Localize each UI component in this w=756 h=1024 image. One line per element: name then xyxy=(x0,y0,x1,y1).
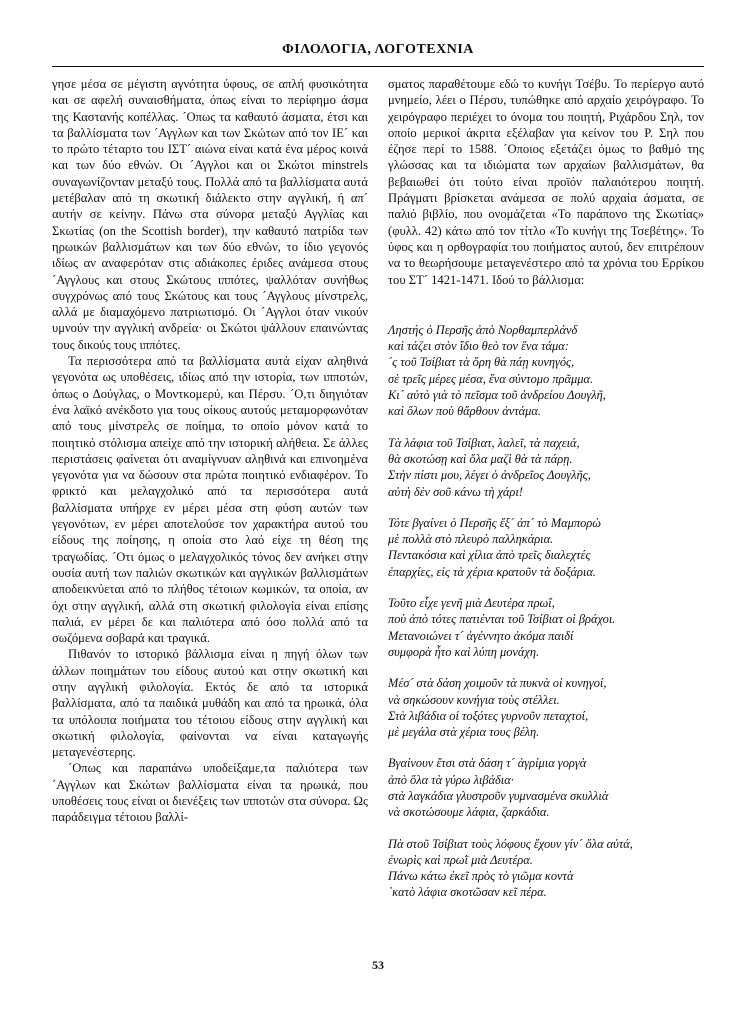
poem-line: ἐπαρχίες, εἰς τὰ χέρια κρατοῦν τὰ δοξάρια. xyxy=(388,564,596,579)
running-header: ΦΙΛΟΛΟΓΙΑ, ΛΟΓΟΤΕΧΝΙΑ xyxy=(282,42,474,57)
poem-line: σὲ τρεῖς μέρες μέσα, ἕνα σύντομο πρᾶμμα. xyxy=(388,371,594,386)
poem-stanza xyxy=(388,595,704,660)
poem-stanza xyxy=(388,322,704,420)
poem-line: Μέσ´ στὰ δάση χοιμοῦν τὰ πυκνὰ οἱ κυνηγοί, xyxy=(388,676,607,691)
poem-line: Κι´ αὐτὸ γιὰ τὸ πεῖσμα τοῦ ἀνδρείου Δουγλῆ, xyxy=(388,388,606,403)
poem-line: αὐτὴ δὲν σοῦ κάνω τὴ χάρι! xyxy=(388,484,523,499)
poem-line: συμφορὰ ἦτο καὶ λύπη μονάχη. xyxy=(388,644,540,659)
header-rule xyxy=(52,66,704,67)
right-column xyxy=(388,76,704,916)
poem-stanza xyxy=(388,675,704,740)
poem-line: Τότε βγαίνει ὁ Περσῆς ἔξ´ ἀπ´ τὸ Μαμπορὼ xyxy=(388,515,601,530)
poem-line: Πὰ στοῦ Τσίβιατ τοὺς λόφους ἔχουν γίν´ ὅλα αὐτά, xyxy=(388,836,633,851)
poem-stanza xyxy=(388,755,704,820)
ballad-poem xyxy=(388,322,704,901)
left-column xyxy=(52,76,368,826)
poem-line: καὶ ὅλων ποὺ θἄρθουν ἀντάμα. xyxy=(388,404,541,419)
poem-stanza xyxy=(388,435,704,500)
page-number: 53 xyxy=(372,958,384,972)
poem-line: Ληστής ὁ Περσῆς ἀπὸ Νορθαμπερλάνδ xyxy=(388,322,578,337)
poem-line: ᾽κατὸ λάφια σκοτῶσαν κεῖ πέρα. xyxy=(388,885,547,900)
poem-line: Μετανοιώνει τ´ ἀγέννητο ἀκόμα παιδί xyxy=(388,628,574,643)
poem-line: θὰ σκοτώσῃ καὶ ὅλα μαζὶ θὰ τὰ πάρῃ. xyxy=(388,451,573,466)
poem-line: μὲ πολλὰ στὸ πλευρὸ παλληκάρια. xyxy=(388,532,554,547)
poem-line: ποὺ ἀπὸ τότες πατιένται τοῦ Τσίβιατ οἱ βράχοι. xyxy=(388,612,616,627)
paragraph: γησε μέσα σε μέγιστη αγνότητα ύφους, σε απλή φυσικότητα και σε αφελή συναισθήματα, όπως είναι το περίφημο άσμα της Καστανής κοπέλλας. ´Οπως τα καθαυτό άσματα, έτσι και τα βαλλίσματα των ´Αγγλων και των Σκώτων από τον ΙΕ´ και το πρώτο τέταρτο του ΙΣΤ´ αιώνα είναι κατά ένα μέρος κοινά και των δύο εθνών. Οι ´Αγγλοι και οι Σκώτοι minstrels συναγωνίζονταν μεταξύ τους. Πολλά από τα βαλλίσματα αυτά μετέβαλαν από τη σκωτική διάλεκτο στην αγγλική, ή απ´ αυτήν σε κείνην. Πάνω στα σύνορα μεταξύ Αγγλίας και Σκωτίας (on the Scottish border), την καθαυτό πατρίδα των ηρωικών βαλλισμάτων και των δύο εθνών, το ίδιο γεγονός ιδίως αν αναφερόταν στις αδιάκοπες έριδες ανάμεσα στους ´Αγγλους και στους Σκώτους ιππότες, ψαλλόταν συνήθως συγχρόνως από τους Σκώτους και τους ´Αγγλους μίνστρελς, αλλά με διαμαχόμενο πατριωτισμό. Οι ´Αγγλοι όταν νικούν υμνούν την αγγλική ανδρεία· οι Σκώτοι ψάλλουν επαινώντας τους δικούς τους ιππότες. xyxy=(52,77,368,352)
poem-line: νὰ σηκώσουν κυνήγια τοὺς στέλλει. xyxy=(388,692,560,707)
poem-line: μὲ μεγάλα στὰ χέρια τους βέλη. xyxy=(388,725,540,740)
poem-line: Πεντακόσια καὶ χίλια ἀπὸ τρεῖς διαλεχτές xyxy=(388,548,591,563)
poem-line: Πάνω κάτω ἐκεῖ πρὸς τὸ γιῶμα κοντὰ xyxy=(388,869,574,884)
poem-line: Τοῦτο εἶχε γενῆ μιὰ Δευτέρα πρωΐ, xyxy=(388,596,555,611)
poem-line: Βγαίνουν ἔτσι στὰ δάση τ´ ἀγρίμια γοργὰ xyxy=(388,756,587,771)
poem-line: στὰ λαγκάδια γλυστροῦν γυμνασμένα σκυλλιὰ xyxy=(388,788,609,803)
paragraph: Πιθανόν το ιστορικό βάλλισμα είναι η πηγή όλων των άλλων ποιημάτων του είδους αυτού και στην σκωτική και στην αγγλική φιλολογία. Εκτός δε από τα ιστορικά βαλλίσματα, από τα παιδικά μυθάδη και από τα ηρωικά, όλα τα υπόλοιπα ποιήματα του τέτοιου είδους στην αγγλική και σκωτική φιλολογία, φαίνονται να είναι καταγωγής μεταγενέστερης. xyxy=(52,647,368,760)
poem-line: ἐνωρὶς καὶ πρωῒ μιὰ Δευτέρα. xyxy=(388,852,533,867)
poem-stanza xyxy=(388,515,704,580)
paragraph: ´Οπως και παραπάνω υποδείξαμε,τα παλιότερα των ´Αγγλων και Σκώτων βαλλίσματα είναι τα ηρωικά, που υποθέσεις τους είναι οι διενέξεις των ιπποτών στα σύνορα. Ως παράδειγμα τέτοιου βαλλί- xyxy=(52,761,368,825)
poem-line: νὰ σκοτώσουμε λάφια, ζαρκάδια. xyxy=(388,805,550,820)
paragraph: σματος παραθέτουμε εδώ το κυνήγι Τσέβυ. Το περίεργο αυτό μνημείο, λέει ο Πέρσυ, τυπώθηκε από αρχαίο χειρόγραφο. Το χειρόγραφο περιέχει το όνομα του ποιητή, Ριχάρδου Σηλ, τον οποίο μερικοί άκριτα εξέλαβαν για κείνον του Ρ. Σηλ που έζησε περί το 1588. ´Οποιος εξετάζει όμως το βαθμό της γλώσσας και τα ιδιώματα των αρχαίων βαλλισμάτων, θα βεβαιωθεί ότι τούτο είναι προϊόν παλαιότερου ποιητή. Πράγματι βρίσκεται ανάμεσα σε πολύ αρχαία άσματα, σε παλιό βιβλίο, που ονομάζεται «Το παράπονο της Σκωτίας» (φυλλ. 42) κάτω από τον τίτλο «Το κυνήγι της Τσεβέτης». Το ύφος και η ορθογραφία του ποιήματος αυτού, δεν επιτρέπουν να το θεωρήσουμε μεταγενέστερο από τα χρόνια του Ερρίκου του ΣΤ´ 1421-1471. Ιδού το βάλλισμα: xyxy=(388,77,704,287)
poem-line: ἀπὸ ὅλα τὰ γύρω λιβάδια· xyxy=(388,772,514,787)
poem-line: Στὰ λιβάδια οἱ τοξότες γυρνοῦν πεταχτοί, xyxy=(388,708,589,723)
poem-line: καὶ τάζει στὸν ἴδιο θεὸ τον ἕνα τάμα: xyxy=(388,339,569,354)
poem-stanza xyxy=(388,836,704,901)
poem-line: Τὰ λάφια τοῦ Τσίβιατ, λαλεῖ, τὰ παχειά, xyxy=(388,435,580,450)
paragraph: Τα περισσότερα από τα βαλλίσματα αυτά είχαν αληθινά γεγονότα ως υποθέσεις, ιδίως από την ιστορία, των ιπποτών, όπως ο Δούγλας, ο Μοντκομερύ, και Πέρσυ. ´Ο,τι διηγιόταν ένα λαϊκό ανέκδοτο για τους οίκους αυτούς μεταμορφωνόταν από τους μίνστρελς σε ποίημα, το οποίο μόνον κατά το ποιητικό στόλισμα απείχε από την ιστορική αλήθεια. Σε άλλες περιστάσεις φαίνεται ότι αναμίγνυαν αληθινά και επινοημένα γεγονότα για να δώσουν στα πρώτα ποιητικό ενδιαφέρον. Το φρικτό και μελαγχολικό από τα περισσότερα αυτά βαλλίσματα υπήρχε εν μέρει μέσα στη φύση αυτών των γεγονότων, εν μέρει αποτελούσε τον χαρακτήρα αυτού του είδους της ποίησης, η οποία στο λαό είχε τη θέση της τραγωδίας. ´Οτι όμως ο μελαγχολικός τόνος δεν ανήκει στην ουσία αυτή των παλιών σκωτικών και αγγλικών βαλλισμάτων αποδεικνύεται από το πλήθος τέτοιων κωμικών, τα οποία, αν όχι στην αγγλική, αλλά στη σκωτική φιλολογία είναι επίσης παλιά, εν μέρει δε και παλιότερα από όσο πολλά από τα σωζόμενα σοβαρά και τραγικά. xyxy=(52,354,368,646)
poem-line: Στὴν πίστι μου, λέγει ὁ ἀνδρεῖος Δουγλῆς, xyxy=(388,468,591,483)
poem-line: ´ς τοῦ Τσίβιατ τὰ ὄρη θὰ πάῃ κυνηγός, xyxy=(388,355,575,370)
